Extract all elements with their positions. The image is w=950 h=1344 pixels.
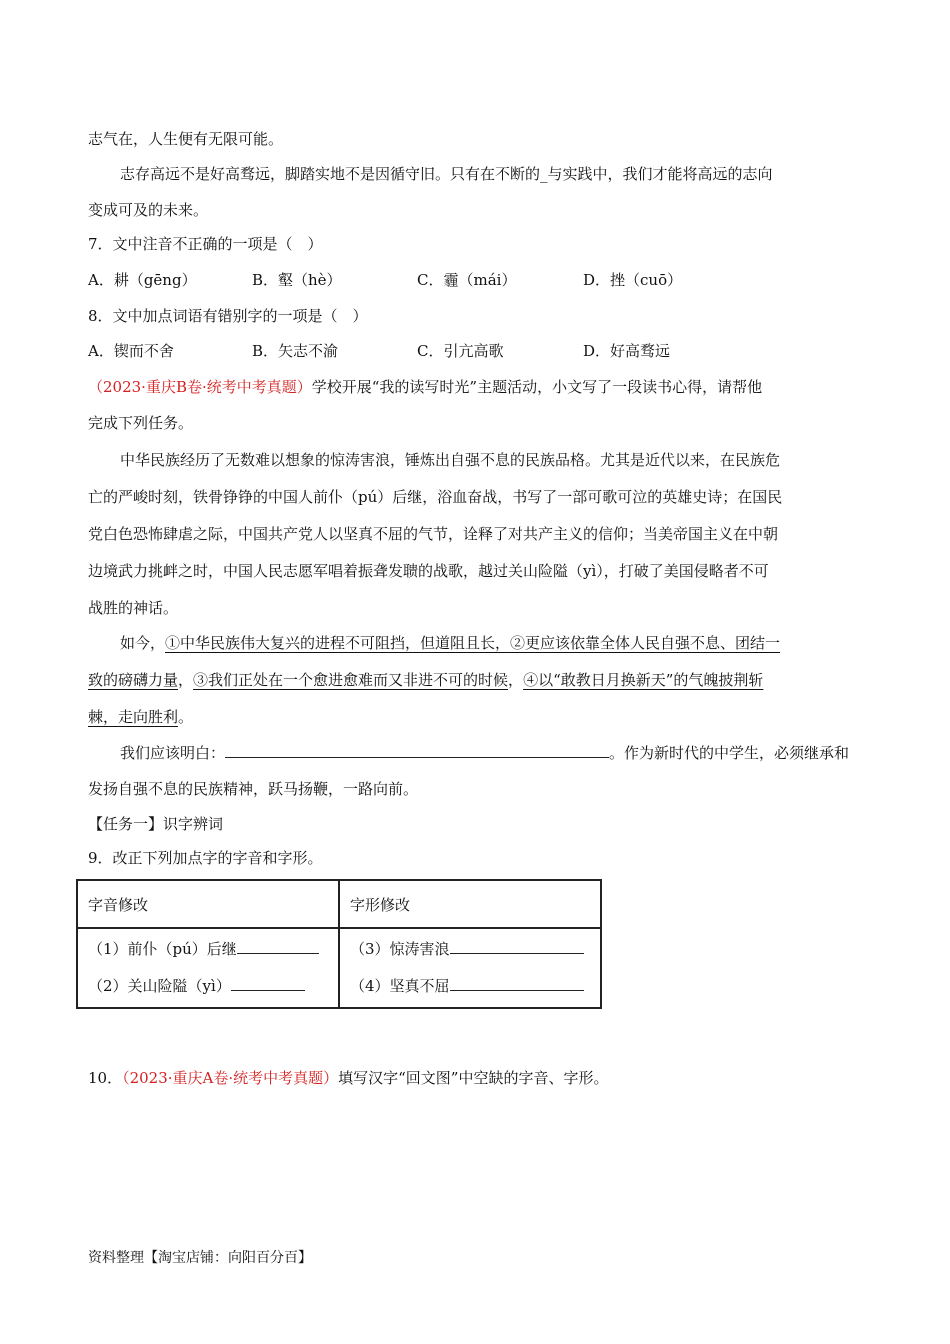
underlined-sentence-3: ③我们正处在一个愈进愈难而又非进不可的时候 [193,671,509,689]
passage-p1-line-2: 亡的严峻时刻，铁骨铮铮的中国人前仆（pú）后继，浴血奋战，书写了一部可歌可泣的英雄史诗；在国民 [88,488,783,506]
row-2-right [350,974,590,997]
intro-source: （2023·重庆B卷·统考中考真题） [88,378,312,396]
q7-option-c: C．霾（mái） [417,271,517,289]
intro-text: 学校开展“我的读写时光”主题活动，小文写了一段读书心得，请帮他 [311,378,763,396]
table-cell-pronunciation [77,928,339,1008]
period: 。 [178,708,194,726]
underlined-sentences-1-2: ①中华民族伟大复兴的进程不可阻挡，但道阻且长，②更应该依靠全体人民自强不息、团结一 [165,634,781,652]
passage-p3-line-1 [120,741,849,764]
item-1-label: （1）前仆（pú）后继 [88,940,237,958]
table-header-form: 字形修改 [339,880,601,928]
table-cell-form [339,928,601,1008]
q9-stem: 9．改正下列加点字的字音和字形。 [88,849,323,867]
item-1-blank[interactable] [237,937,319,954]
passage-p1-line-5: 战胜的神话。 [88,599,179,617]
task1-heading: 【任务一】识字辨词 [88,815,224,833]
footer: 资料整理【淘宝店铺：向阳百分百】 [88,1250,312,1266]
correction-table [76,879,602,1009]
comma: ， [508,671,524,689]
passage-p2-line-1 [120,632,780,654]
passage-end-line-1: 志气在，人生便有无限可能。 [88,130,284,148]
passage-p3-line-2: 发扬自强不息的民族精神，跃马扬鞭，一路向前。 [88,780,419,798]
intro-line-1 [88,376,762,398]
q7-option-b: B．壑（hè） [252,271,342,289]
passage-p1-line-4: 边境武力挑衅之时，中国人民志愿军唱着振聋发聩的战歌，越过关山险隘（yì），打破了美国侵略者不可 [88,562,769,580]
p3-prefix: 我们应该明白： [120,744,226,762]
item-3-label: （3）惊涛害浪 [350,940,450,958]
item-2-label: （2）关山险隘（yì） [88,977,231,995]
q8-option-a: A．锲而不舍 [88,342,174,360]
underlined-sentence-2-end: 致的磅礴力量 [88,671,179,689]
row-1-right [350,937,590,960]
q10-source: （2023·重庆A卷·统考中考真题） [122,1069,339,1087]
q7-option-d: D．挫（cuō） [583,271,683,289]
intro-line-2: 完成下列任务。 [88,414,194,432]
q8-option-b: B．矢志不渝 [252,342,339,360]
answer-blank[interactable] [225,741,609,758]
table-header-pronunciation: 字音修改 [77,880,339,928]
q7-option-a: A．耕（gēng） [88,271,197,289]
underlined-sentence-4-end: 棘，走向胜利 [88,708,179,726]
q8-option-d: D．好高骛远 [583,342,671,360]
p3-suffix: 。作为新时代的中学生，必须继承和 [609,744,850,762]
passage-p2-line-3 [88,706,193,728]
item-3-blank[interactable] [450,937,584,954]
item-4-label: （4）坚真不屈 [350,977,450,995]
q7-stem: 7．文中注音不正确的一项是（ ） [88,235,323,253]
row-2-left [88,974,328,997]
item-2-blank[interactable] [231,974,305,991]
comma: ， [178,671,194,689]
q10-line [88,1067,608,1089]
p2-prefix: 如今， [120,634,166,652]
row-1-left [88,937,328,960]
passage-end-line-3: 变成可及的未来。 [88,201,209,219]
passage-end-line-2: 志存高远不是好高骛远，脚踏实地不是因循守旧。只有在不断的_与实践中，我们才能将高远的志向 [120,165,773,183]
q8-stem: 8．文中加点词语有错别字的一项是（ ） [88,307,368,325]
item-4-blank[interactable] [450,974,584,991]
q10-text: 填写汉字“回文图”中空缺的字音、字形。 [338,1069,609,1087]
q8-option-c: C．引亢高歌 [417,342,504,360]
passage-p1-line-3: 党白色恐怖肆虐之际，中国共产党人以坚真不屈的气节，诠释了对共产主义的信仰；当美帝国主义在中朝 [88,525,779,543]
passage-p1-line-1: 中华民族经历了无数难以想象的惊涛害浪，锤炼出自强不息的民族品格。尤其是近代以来，在民族危 [120,451,781,469]
passage-p2-line-2 [88,669,763,691]
q10-number: 10． [88,1069,123,1087]
underlined-sentence-4: ④以“敢教日月换新天”的气魄披荆斩 [523,671,764,689]
